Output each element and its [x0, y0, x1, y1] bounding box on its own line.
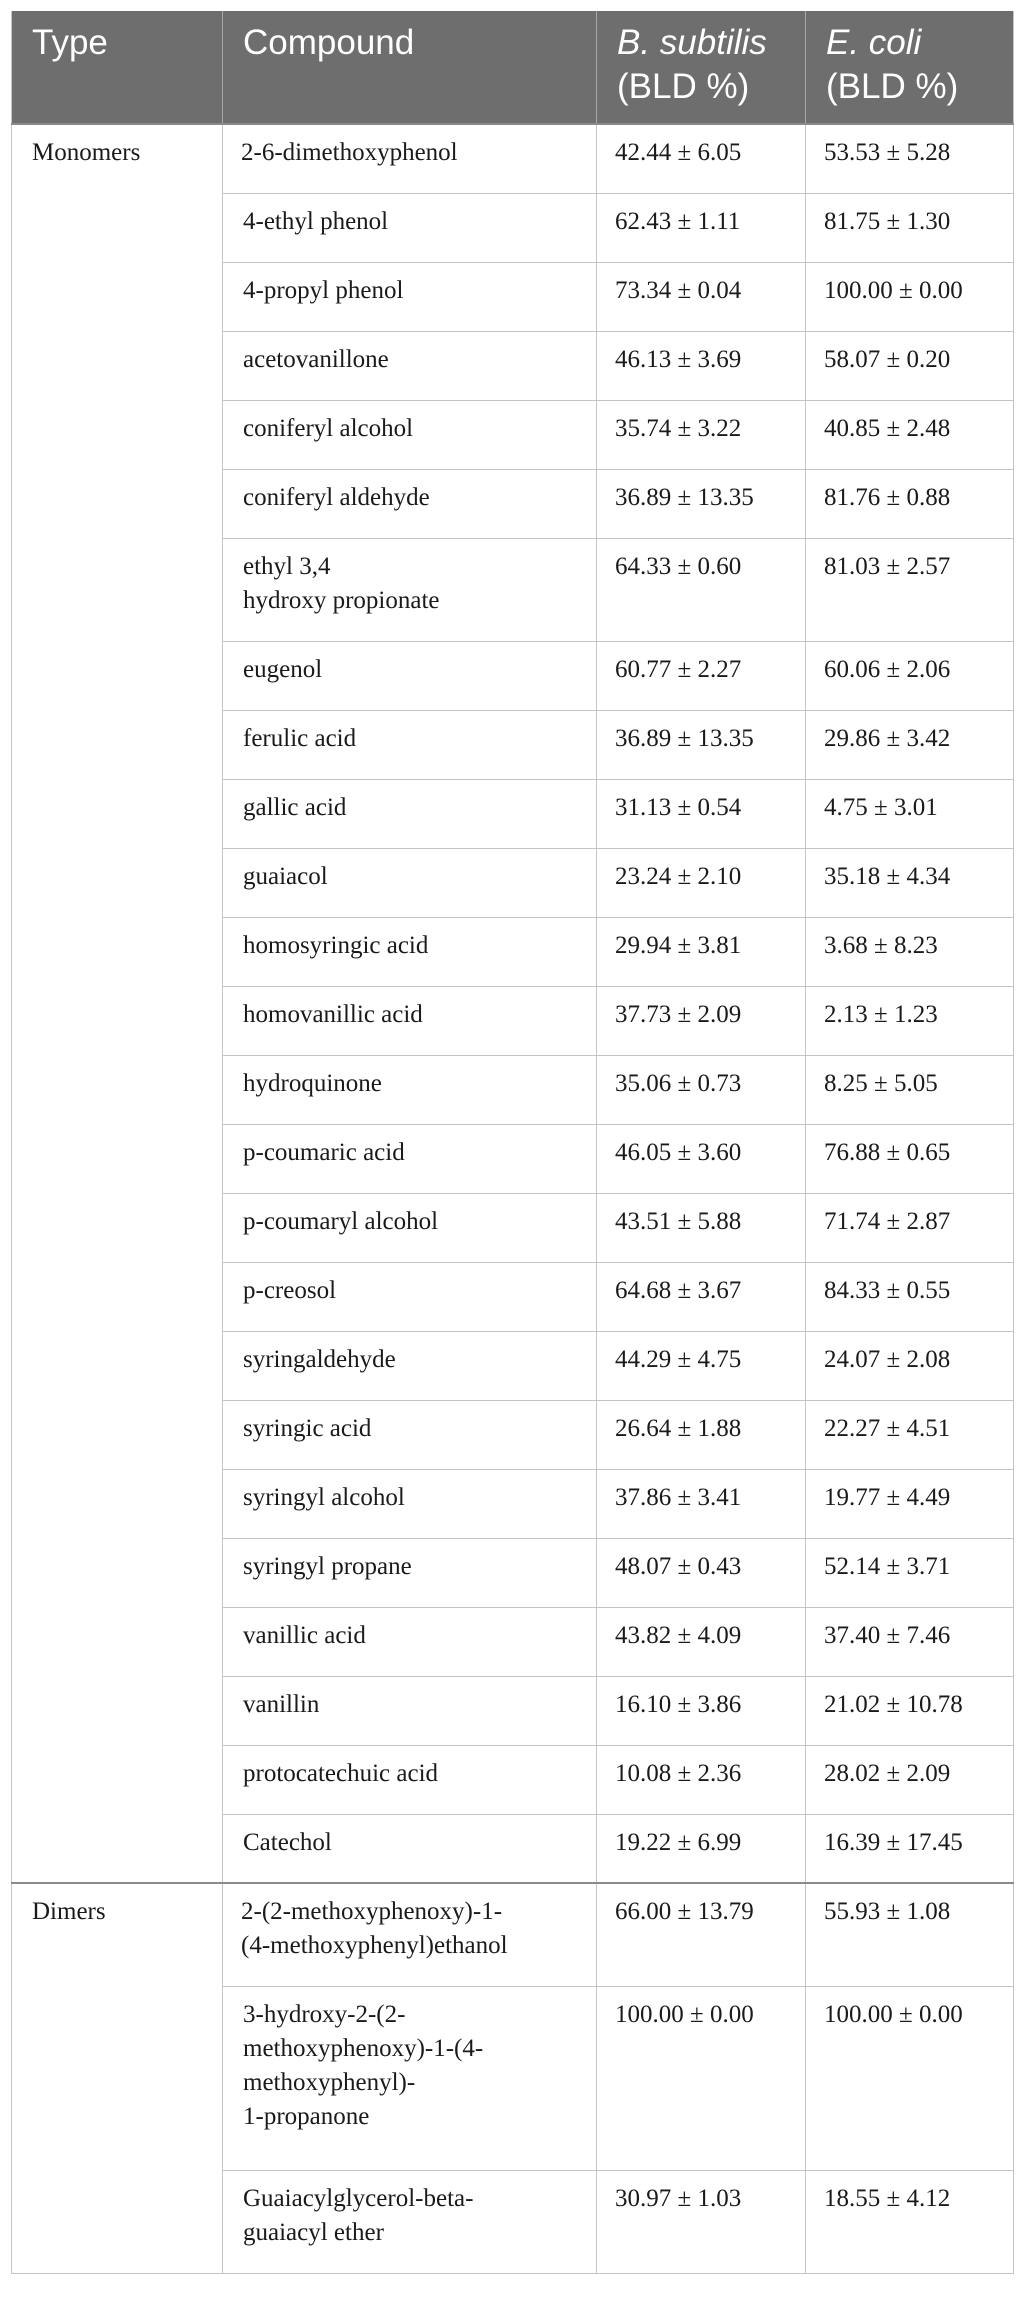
e-coli-value-cell: 53.53 ± 5.28 [806, 124, 1014, 193]
compound-cell: vanillin [223, 1676, 597, 1745]
b-subtilis-value-cell: 31.13 ± 0.54 [597, 779, 806, 848]
compound-cell: 4-propyl phenol [223, 262, 597, 331]
b-subtilis-value-cell: 48.07 ± 0.43 [597, 1538, 806, 1607]
compound-cell: 3-hydroxy-2-(2- methoxyphenoxy)-1-(4- methoxyphenyl)- 1-propanone [223, 1986, 597, 2170]
header-b-subtilis-unit: (BLD %) [617, 67, 750, 106]
compound-cell: acetovanillone [223, 331, 597, 400]
e-coli-value-cell: 28.02 ± 2.09 [806, 1745, 1014, 1814]
compound-cell: Guaiacylglycerol-beta- guaiacyl ether [223, 2170, 597, 2273]
table-row [12, 124, 1014, 193]
e-coli-value-cell: 81.76 ± 0.88 [806, 469, 1014, 538]
b-subtilis-value-cell: 46.05 ± 3.60 [597, 1124, 806, 1193]
e-coli-value-cell: 24.07 ± 2.08 [806, 1331, 1014, 1400]
e-coli-value-cell: 35.18 ± 4.34 [806, 848, 1014, 917]
compound-cell: vanillic acid [223, 1607, 597, 1676]
b-subtilis-value-cell: 36.89 ± 13.35 [597, 710, 806, 779]
b-subtilis-value-cell: 62.43 ± 1.11 [597, 193, 806, 262]
b-subtilis-value-cell: 19.22 ± 6.99 [597, 1814, 806, 1883]
e-coli-value-cell: 19.77 ± 4.49 [806, 1469, 1014, 1538]
e-coli-value-cell: 100.00 ± 0.00 [806, 1986, 1014, 2170]
e-coli-value-cell: 16.39 ± 17.45 [806, 1814, 1014, 1883]
compound-cell: p-coumaryl alcohol [223, 1193, 597, 1262]
header-row [12, 11, 1014, 124]
e-coli-value-cell: 55.93 ± 1.08 [806, 1883, 1014, 1986]
compound-cell: syringyl propane [223, 1538, 597, 1607]
b-subtilis-value-cell: 43.82 ± 4.09 [597, 1607, 806, 1676]
e-coli-value-cell: 4.75 ± 3.01 [806, 779, 1014, 848]
header-compound: Compound [223, 11, 597, 124]
e-coli-value-cell: 2.13 ± 1.23 [806, 986, 1014, 1055]
e-coli-value-cell: 100.00 ± 0.00 [806, 262, 1014, 331]
b-subtilis-value-cell: 37.86 ± 3.41 [597, 1469, 806, 1538]
e-coli-value-cell: 71.74 ± 2.87 [806, 1193, 1014, 1262]
e-coli-value-cell: 29.86 ± 3.42 [806, 710, 1014, 779]
b-subtilis-value-cell: 30.97 ± 1.03 [597, 2170, 806, 2273]
header-e-coli [806, 11, 1014, 124]
compound-cell: hydroquinone [223, 1055, 597, 1124]
e-coli-value-cell: 22.27 ± 4.51 [806, 1400, 1014, 1469]
e-coli-value-cell: 40.85 ± 2.48 [806, 400, 1014, 469]
compound-cell: coniferyl aldehyde [223, 469, 597, 538]
b-subtilis-value-cell: 60.77 ± 2.27 [597, 641, 806, 710]
compound-cell: gallic acid [223, 779, 597, 848]
b-subtilis-value-cell: 26.64 ± 1.88 [597, 1400, 806, 1469]
header-b-subtilis [597, 11, 806, 124]
data-table [11, 11, 1014, 2274]
compound-cell: 2-(2-methoxyphenoxy)-1- (4-methoxyphenyl)ethanol [223, 1883, 597, 1986]
b-subtilis-value-cell: 36.89 ± 13.35 [597, 469, 806, 538]
type-cell: Dimers [12, 1883, 223, 2273]
type-cell: Monomers [12, 124, 223, 1883]
compound-cell: p-creosol [223, 1262, 597, 1331]
b-subtilis-value-cell: 29.94 ± 3.81 [597, 917, 806, 986]
e-coli-value-cell: 3.68 ± 8.23 [806, 917, 1014, 986]
compound-cell: syringaldehyde [223, 1331, 597, 1400]
b-subtilis-value-cell: 23.24 ± 2.10 [597, 848, 806, 917]
b-subtilis-value-cell: 16.10 ± 3.86 [597, 1676, 806, 1745]
e-coli-value-cell: 37.40 ± 7.46 [806, 1607, 1014, 1676]
compound-cell: ferulic acid [223, 710, 597, 779]
compound-cell: syringic acid [223, 1400, 597, 1469]
e-coli-value-cell: 81.75 ± 1.30 [806, 193, 1014, 262]
header-type: Type [12, 11, 223, 124]
e-coli-value-cell: 81.03 ± 2.57 [806, 538, 1014, 641]
compound-cell: homosyringic acid [223, 917, 597, 986]
compound-cell: p-coumaric acid [223, 1124, 597, 1193]
compound-cell: protocatechuic acid [223, 1745, 597, 1814]
b-subtilis-value-cell: 64.68 ± 3.67 [597, 1262, 806, 1331]
b-subtilis-value-cell: 37.73 ± 2.09 [597, 986, 806, 1055]
b-subtilis-value-cell: 10.08 ± 2.36 [597, 1745, 806, 1814]
header-b-subtilis-name: B. subtilis [617, 23, 767, 62]
e-coli-value-cell: 84.33 ± 0.55 [806, 1262, 1014, 1331]
b-subtilis-value-cell: 100.00 ± 0.00 [597, 1986, 806, 2170]
compound-cell: Catechol [223, 1814, 597, 1883]
header-e-coli-name: E. coli [826, 23, 922, 62]
table-row [12, 1883, 1014, 1986]
compound-cell: ethyl 3,4 hydroxy propionate [223, 538, 597, 641]
b-subtilis-value-cell: 43.51 ± 5.88 [597, 1193, 806, 1262]
compound-cell: 4-ethyl phenol [223, 193, 597, 262]
compound-cell: syringyl alcohol [223, 1469, 597, 1538]
b-subtilis-value-cell: 44.29 ± 4.75 [597, 1331, 806, 1400]
b-subtilis-value-cell: 73.34 ± 0.04 [597, 262, 806, 331]
b-subtilis-value-cell: 35.06 ± 0.73 [597, 1055, 806, 1124]
compound-cell: 2-6-dimethoxyphenol [223, 124, 597, 193]
b-subtilis-value-cell: 66.00 ± 13.79 [597, 1883, 806, 1986]
table-body [12, 124, 1014, 2273]
e-coli-value-cell: 52.14 ± 3.71 [806, 1538, 1014, 1607]
e-coli-value-cell: 60.06 ± 2.06 [806, 641, 1014, 710]
compound-cell: coniferyl alcohol [223, 400, 597, 469]
e-coli-value-cell: 8.25 ± 5.05 [806, 1055, 1014, 1124]
header-e-coli-unit: (BLD %) [826, 67, 959, 106]
compound-cell: homovanillic acid [223, 986, 597, 1055]
b-subtilis-value-cell: 42.44 ± 6.05 [597, 124, 806, 193]
compound-cell: eugenol [223, 641, 597, 710]
b-subtilis-value-cell: 64.33 ± 0.60 [597, 538, 806, 641]
e-coli-value-cell: 76.88 ± 0.65 [806, 1124, 1014, 1193]
e-coli-value-cell: 21.02 ± 10.78 [806, 1676, 1014, 1745]
e-coli-value-cell: 58.07 ± 0.20 [806, 331, 1014, 400]
b-subtilis-value-cell: 46.13 ± 3.69 [597, 331, 806, 400]
e-coli-value-cell: 18.55 ± 4.12 [806, 2170, 1014, 2273]
b-subtilis-value-cell: 35.74 ± 3.22 [597, 400, 806, 469]
compound-cell: guaiacol [223, 848, 597, 917]
